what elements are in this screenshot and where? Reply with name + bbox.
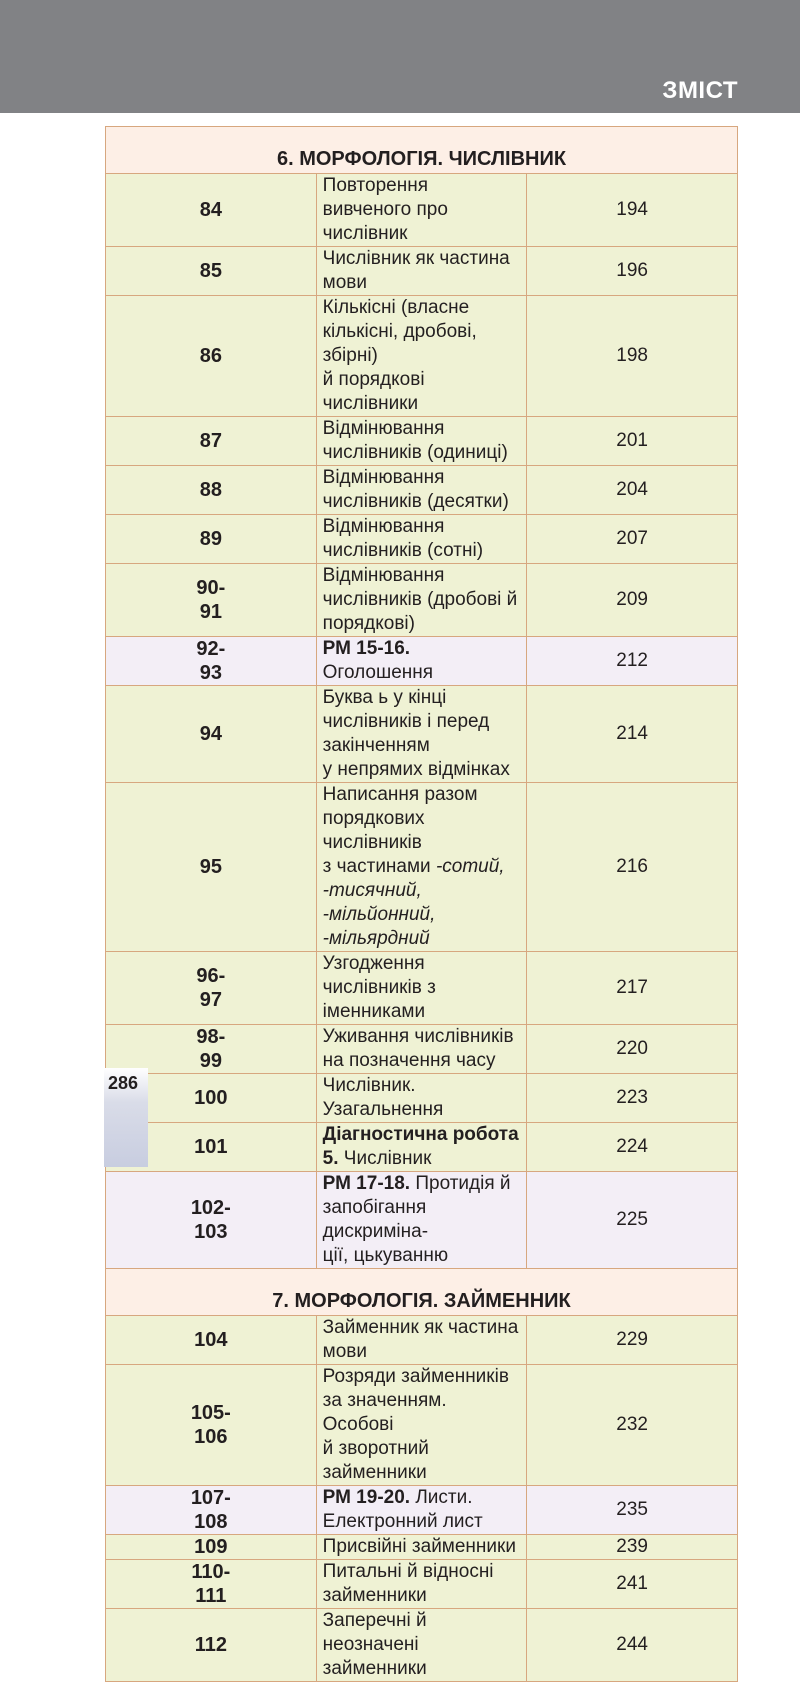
lesson-title (316, 1560, 527, 1609)
page-number: 286 (108, 1073, 139, 1093)
table-row (106, 1123, 738, 1172)
lesson-title-line (323, 1609, 521, 1681)
page-reference: 209 (527, 564, 738, 637)
lesson-number-line: 105- (190, 1402, 231, 1424)
text-segment: Присвійні займенники (322, 1536, 516, 1557)
text-segment: Протидія й запобігання дискриміна- (322, 1173, 511, 1242)
table-row (106, 1074, 738, 1123)
lesson-title (316, 564, 527, 637)
table-row (106, 1560, 738, 1609)
text-segment: -мільярдний (322, 928, 430, 949)
lesson-number (106, 783, 317, 952)
lesson-number-line: 108 (194, 1511, 228, 1533)
lesson-number-line: 86 (199, 345, 222, 367)
text-segment: Відмінювання числівників (дробові й порядкові) (322, 565, 518, 634)
lesson-number (106, 466, 317, 515)
lesson-title (316, 174, 527, 247)
page-reference: 220 (527, 1025, 738, 1074)
lesson-number-line: 92- (196, 638, 226, 660)
lesson-number (106, 296, 317, 417)
page-reference: 223 (527, 1074, 738, 1123)
lesson-title-line (323, 1025, 521, 1073)
text-segment: Буква ь у кінці числівників і перед закінченням (322, 687, 490, 756)
lesson-title (316, 1365, 527, 1486)
lesson-number-line: 96- (196, 965, 226, 987)
lesson-number (106, 515, 317, 564)
page-reference: 198 (527, 296, 738, 417)
lesson-number (106, 1365, 317, 1486)
lesson-title (316, 783, 527, 952)
lesson-title-line (323, 368, 521, 416)
lesson-number-line: 85 (199, 260, 222, 282)
text-segment: Розряди займенників за значенням. Особові (322, 1366, 509, 1435)
lesson-title (316, 1025, 527, 1074)
text-segment: Узгодження числівників з іменниками (322, 953, 436, 1022)
lesson-number (106, 417, 317, 466)
lesson-number-line: 89 (199, 528, 222, 550)
table-row (106, 174, 738, 247)
lesson-number (106, 174, 317, 247)
text-segment: -сотий, -тисячний, -мільйонний, (322, 856, 505, 925)
lesson-title (316, 1074, 527, 1123)
text-segment: Числівник (338, 1148, 432, 1169)
text-segment: й зворотний займенники (322, 1438, 429, 1483)
lesson-title-line (323, 952, 521, 1024)
lesson-number (106, 1172, 317, 1269)
lesson-title-line (323, 1560, 521, 1608)
lesson-number (106, 1316, 317, 1365)
lesson-number-line: 99 (199, 1050, 222, 1072)
lesson-title (316, 1486, 527, 1535)
text-segment: РМ 17-18. (322, 1173, 411, 1194)
lesson-title-line (323, 1123, 521, 1171)
page-reference: 204 (527, 466, 738, 515)
lesson-title (316, 296, 527, 417)
table-row (106, 296, 738, 417)
page-title: ЗМІСТ (662, 77, 738, 104)
table-row (106, 783, 738, 952)
lesson-number (106, 1535, 317, 1560)
lesson-title (316, 1609, 527, 1682)
text-segment: Займенник як частина мови (322, 1317, 519, 1362)
section-title: 7. МОРФОЛОГІЯ. ЗАЙМЕННИК (106, 1269, 738, 1316)
table-row (106, 1535, 738, 1560)
text-segment: Оголошення (322, 662, 434, 683)
lesson-number-line: 103 (194, 1221, 228, 1243)
lesson-title (316, 515, 527, 564)
lesson-title (316, 1316, 527, 1365)
text-segment: Відмінювання числівників (десятки) (322, 467, 509, 512)
lesson-number-line: 94 (199, 723, 222, 745)
lesson-number (106, 1486, 317, 1535)
lesson-number-line: 102- (190, 1197, 231, 1219)
lesson-title-line (323, 564, 521, 636)
lesson-number-line: 106 (194, 1426, 228, 1448)
lesson-title (316, 686, 527, 783)
page-reference: 214 (527, 686, 738, 783)
table-row (106, 247, 738, 296)
text-segment: Числівник. Узагальнення (322, 1075, 444, 1120)
table-row (106, 1172, 738, 1269)
table-of-contents (105, 126, 738, 1682)
text-segment: Відмінювання числівників (сотні) (322, 516, 484, 561)
lesson-title (316, 637, 527, 686)
page-reference: 212 (527, 637, 738, 686)
table-row (106, 564, 738, 637)
lesson-number-line: 109 (194, 1536, 228, 1558)
lesson-number (106, 952, 317, 1025)
lesson-number-line: 101 (194, 1136, 228, 1158)
lesson-title-line (323, 758, 521, 782)
page-reference: 241 (527, 1560, 738, 1609)
lesson-title (316, 466, 527, 515)
lesson-number-line: 112 (194, 1634, 227, 1656)
page-reference: 235 (527, 1486, 738, 1535)
text-segment: Заперечні й неозначені займенники (322, 1610, 427, 1679)
page-reference: 207 (527, 515, 738, 564)
lesson-number-line: 98- (196, 1026, 226, 1048)
lesson-number (106, 1560, 317, 1609)
text-segment: ції, цькуванню (322, 1245, 449, 1266)
table-row (106, 466, 738, 515)
text-segment: Питальні й відносні займенники (322, 1561, 494, 1606)
lesson-title-line (323, 855, 521, 927)
page-reference: 224 (527, 1123, 738, 1172)
page-reference: 239 (527, 1535, 738, 1560)
page-reference: 196 (527, 247, 738, 296)
lesson-title-line (323, 247, 521, 295)
lesson-number-line: 104 (194, 1329, 228, 1351)
lesson-title-line (323, 1074, 521, 1122)
page-reference: 201 (527, 417, 738, 466)
page-reference: 217 (527, 952, 738, 1025)
lesson-number-line: 111 (195, 1585, 227, 1607)
lesson-number (106, 564, 317, 637)
table-row (106, 1365, 738, 1486)
text-segment: РМ 15-16. (322, 638, 411, 659)
page-reference: 216 (527, 783, 738, 952)
lesson-number-line: 91 (199, 601, 222, 623)
lesson-title (316, 417, 527, 466)
page-reference: 229 (527, 1316, 738, 1365)
lesson-number-line: 110- (191, 1561, 231, 1583)
section-title: 6. МОРФОЛОГІЯ. ЧИСЛІВНИК (106, 127, 738, 174)
table-row (106, 1316, 738, 1365)
table-row (106, 515, 738, 564)
lesson-number-line: 90- (196, 577, 226, 599)
lesson-number-line: 107- (190, 1487, 231, 1509)
section-header (106, 1269, 738, 1316)
lesson-title-line (323, 417, 521, 465)
lesson-number-line: 97 (199, 989, 222, 1011)
lesson-number (106, 247, 317, 296)
text-segment: з частинами (322, 856, 436, 877)
text-segment: Уживання числівників на позначення часу (322, 1026, 514, 1071)
text-segment: Листи. Електронний лист (322, 1487, 483, 1532)
lesson-title-line (323, 1172, 521, 1244)
table-row (106, 686, 738, 783)
text-segment: Написання разом порядкових числівників (322, 784, 478, 853)
text-segment: Діагностична робота 5. (322, 1124, 519, 1169)
lesson-number-line: 87 (199, 430, 222, 452)
lesson-number (106, 1025, 317, 1074)
lesson-number (106, 1609, 317, 1682)
lesson-number-line: 84 (199, 199, 222, 221)
lesson-number-line: 100 (194, 1087, 228, 1109)
lesson-title-line (323, 1437, 521, 1485)
table-row (106, 1486, 738, 1535)
lesson-title-line (323, 637, 521, 685)
text-segment: Повторення вивченого про числівник (322, 175, 448, 244)
text-segment: РМ 19-20. (322, 1487, 411, 1508)
page-reference: 244 (527, 1609, 738, 1682)
table-row (106, 417, 738, 466)
text-segment: у непрямих відмінках (322, 759, 510, 780)
text-segment: Відмінювання числівників (одиниці) (322, 418, 508, 463)
section-header (106, 127, 738, 174)
lesson-title-line (323, 174, 521, 246)
table-row (106, 1609, 738, 1682)
lesson-title-line (323, 466, 521, 514)
lesson-title-line (323, 1365, 521, 1437)
page-reference: 232 (527, 1365, 738, 1486)
table-row (106, 637, 738, 686)
table-row (106, 952, 738, 1025)
lesson-title (316, 1172, 527, 1269)
lesson-title-line (323, 1244, 521, 1268)
lesson-title-line (323, 783, 521, 855)
text-segment: й порядкові числівники (322, 369, 425, 414)
lesson-title-line (323, 1316, 521, 1364)
table-row (106, 1025, 738, 1074)
lesson-number-line: 88 (199, 479, 222, 501)
lesson-title (316, 247, 527, 296)
lesson-title-line (323, 296, 521, 368)
text-segment: Кількісні (власне кількісні, дробові, збірні) (322, 297, 477, 366)
lesson-title-line (323, 927, 521, 951)
lesson-number-line: 95 (199, 856, 222, 878)
text-segment: Числівник як частина мови (322, 248, 510, 293)
lesson-number (106, 686, 317, 783)
lesson-title-line (323, 686, 521, 758)
lesson-title-line (323, 1535, 521, 1559)
lesson-number-line: 93 (199, 662, 222, 684)
page-reference: 225 (527, 1172, 738, 1269)
lesson-number (106, 637, 317, 686)
lesson-title (316, 1123, 527, 1172)
lesson-title-line (323, 515, 521, 563)
lesson-title (316, 1535, 527, 1560)
page-reference: 194 (527, 174, 738, 247)
lesson-title-line (323, 1486, 521, 1534)
lesson-title (316, 952, 527, 1025)
